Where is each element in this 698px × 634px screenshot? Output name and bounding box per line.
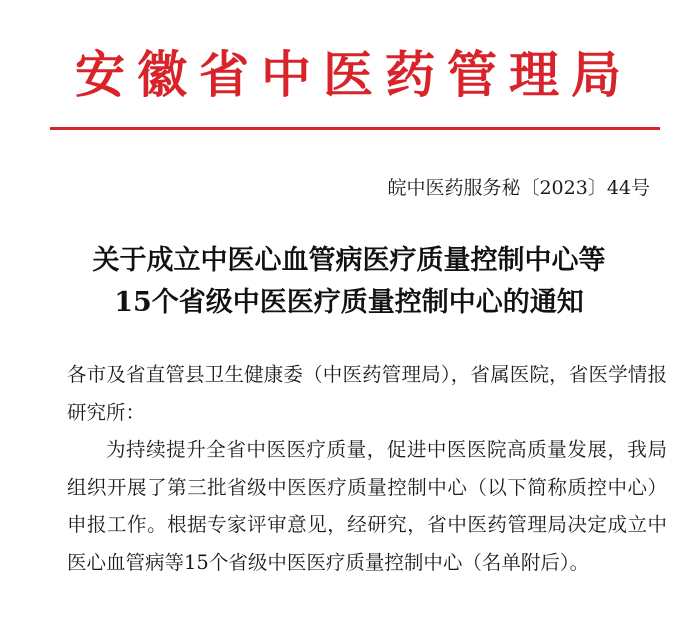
addressee: 各市及省直管县卫生健康委（中医药管理局），省属医院，省医学情报研究所： [67, 363, 667, 424]
title-line-2: 15个省级中医医疗质量控制中心的通知 [114, 287, 584, 318]
title-line-1: 关于成立中医心血管病医疗质量控制中心等 [92, 245, 606, 276]
body-paragraph-1: 为持续提升全省中医医疗质量，促进中医医院高质量发展，我局组织开展了第三批省级中医医疗质量控制中心（以下简称质控中心）申报工作。根据专家评审意见，经研究，省中医药管理局决定成立中医心血管病等15个省级中医医疗质量控制中心（名单附后）。 [67, 438, 667, 574]
letterhead-red-rule [50, 127, 660, 130]
document-body [67, 356, 667, 581]
document-title [40, 240, 658, 324]
document-number: 皖中医药服务秘〔2023〕44号 [387, 177, 650, 199]
agency-letterhead: 安徽省中医药管理局 [75, 45, 633, 104]
